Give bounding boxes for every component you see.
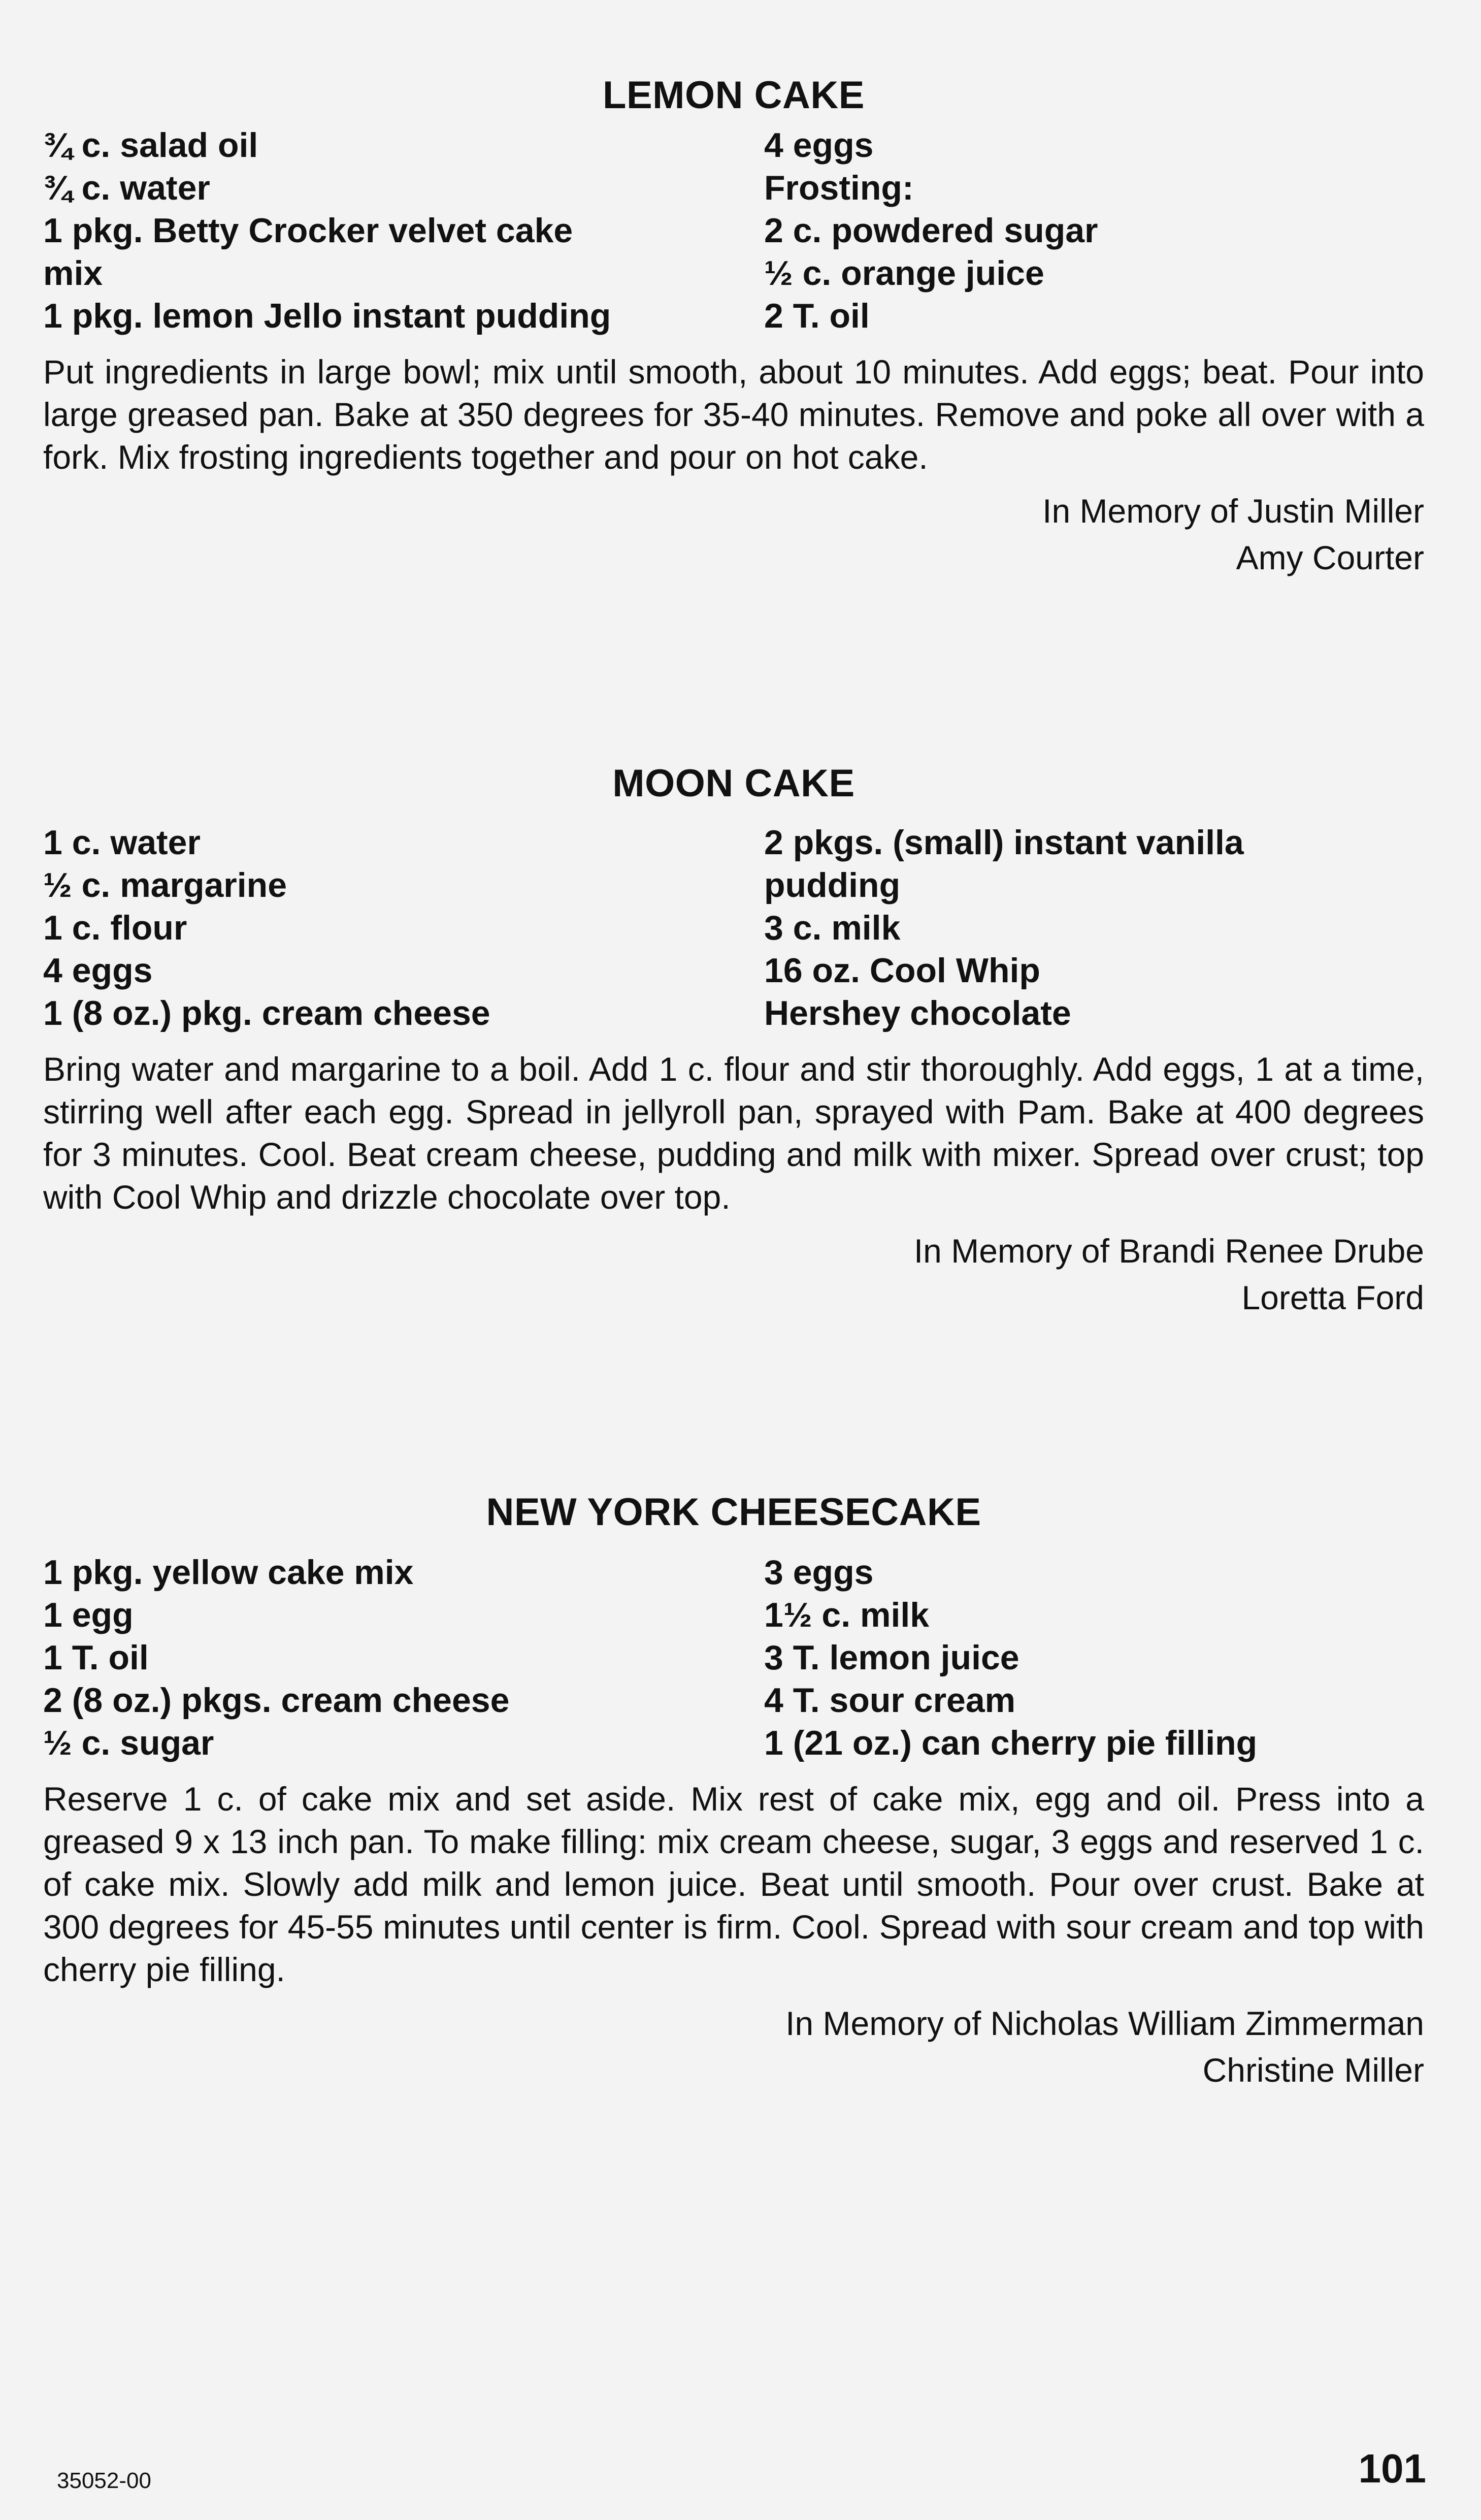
recipe-title: NEW YORK CHEESECAKE: [486, 1491, 981, 1534]
ingredient: ¾ c. salad oil: [43, 126, 258, 165]
ingredient: ½ c. margarine: [43, 866, 287, 904]
page-number: 101: [1358, 2446, 1426, 2491]
ingredients-right: [764, 124, 1424, 337]
memory-line: In Memory of Justin Miller: [1042, 492, 1424, 530]
ingredients-left: [43, 124, 723, 337]
recipe-title: LEMON CAKE: [603, 74, 865, 117]
recipe-moon-cake: [43, 764, 1424, 1321]
ingredient: ¾ c. water: [43, 169, 210, 207]
credit: [43, 2000, 1424, 2093]
instructions: Put ingredients in large bowl; mix until smooth, about 10 minutes. Add eggs; beat. Pour into large greased pan. Bake at 350 degrees for 35-40 minutes. Remove and poke all over with a fork. Mix frosting ingredients together and pour on hot cake.: [43, 353, 1424, 476]
ingredient: 3 eggs: [764, 1553, 874, 1592]
ingredient: 3 T. lemon juice: [764, 1638, 1019, 1677]
ingredient: ½ c. orange juice: [764, 254, 1044, 293]
ingredient: 4 eggs: [764, 126, 874, 165]
ingredients: [43, 124, 1424, 337]
ingredient: Hershey chocolate: [764, 994, 1071, 1032]
recipe-lemon-cake: [43, 76, 1424, 581]
ingredient: ½ c. sugar: [43, 1724, 214, 1762]
credit: [43, 488, 1424, 581]
ingredient: 2 T. oil: [764, 297, 870, 335]
credit: [43, 1227, 1424, 1321]
ingredient: 16 oz. Cool Whip: [764, 951, 1040, 990]
ingredient: 1 T. oil: [43, 1638, 149, 1677]
recipe-title: MOON CAKE: [612, 762, 855, 805]
ingredients-left: [43, 1551, 723, 1764]
footer-code: 35052-00: [57, 2468, 151, 2493]
ingredient: 1½ c. milk: [764, 1596, 930, 1634]
instructions: Reserve 1 c. of cake mix and set aside. Mix rest of cake mix, egg and oil. Press into a greased 9 x 13 inch pan. To make filling: mix cream cheese, sugar, 3 eggs and reserved 1 c. of cake mix. Slowly add milk and lemon juice. Beat until smooth. Pour over crust. Bake at 300 degrees for 45-55 minutes until center is firm. Cool. Spread with sour cream and top with cherry pie filling.: [43, 1780, 1424, 1988]
ingredients-right: [764, 821, 1424, 1035]
ingredient: 1 (8 oz.) pkg. cream cheese: [43, 994, 490, 1032]
ingredient: 1 c. water: [43, 823, 201, 862]
ingredient: 3 c. milk: [764, 909, 901, 947]
ingredients-right: [764, 1551, 1424, 1764]
recipe-new-york-cheesecake: [43, 1493, 1424, 2093]
ingredient: 2 c. powdered sugar: [764, 211, 1098, 250]
ingredient: 1 pkg. lemon Jello instant pudding: [43, 297, 611, 335]
ingredient: 1 pkg. yellow cake mix: [43, 1553, 414, 1592]
contributor: Christine Miller: [1202, 2051, 1424, 2089]
ingredients: [43, 821, 1424, 1035]
ingredient: 2 pkgs. (small) instant vanilla pudding: [764, 823, 1244, 904]
contributor: Amy Courter: [1236, 539, 1424, 576]
ingredient: 4 eggs: [43, 951, 153, 990]
ingredient: 1 egg: [43, 1596, 134, 1634]
ingredient: Frosting:: [764, 169, 914, 207]
ingredients: [43, 1551, 1424, 1764]
ingredient: 1 (21 oz.) can cherry pie filling: [764, 1724, 1258, 1762]
instructions: Bring water and margarine to a boil. Add 1 c. flour and stir thoroughly. Add eggs, 1 at a time, stirring well after each egg. Spread in jellyroll pan, sprayed with Pam. Bake at 400 degrees for 3 minutes. Cool. Beat cream cheese, pudding and milk with mixer. Spread over crust; top with Cool Whip and drizzle chocolate over top.: [43, 1050, 1424, 1216]
contributor: Loretta Ford: [1241, 1279, 1424, 1316]
ingredient: 1 c. flour: [43, 909, 187, 947]
ingredients-left: [43, 821, 723, 1035]
ingredient: 1 pkg. Betty Crocker velvet cake mix: [43, 211, 573, 293]
memory-line: In Memory of Nicholas William Zimmerman: [785, 2005, 1424, 2042]
memory-line: In Memory of Brandi Renee Drube: [913, 1232, 1424, 1270]
ingredient: 2 (8 oz.) pkgs. cream cheese: [43, 1681, 510, 1720]
ingredient: 4 T. sour cream: [764, 1681, 1016, 1720]
